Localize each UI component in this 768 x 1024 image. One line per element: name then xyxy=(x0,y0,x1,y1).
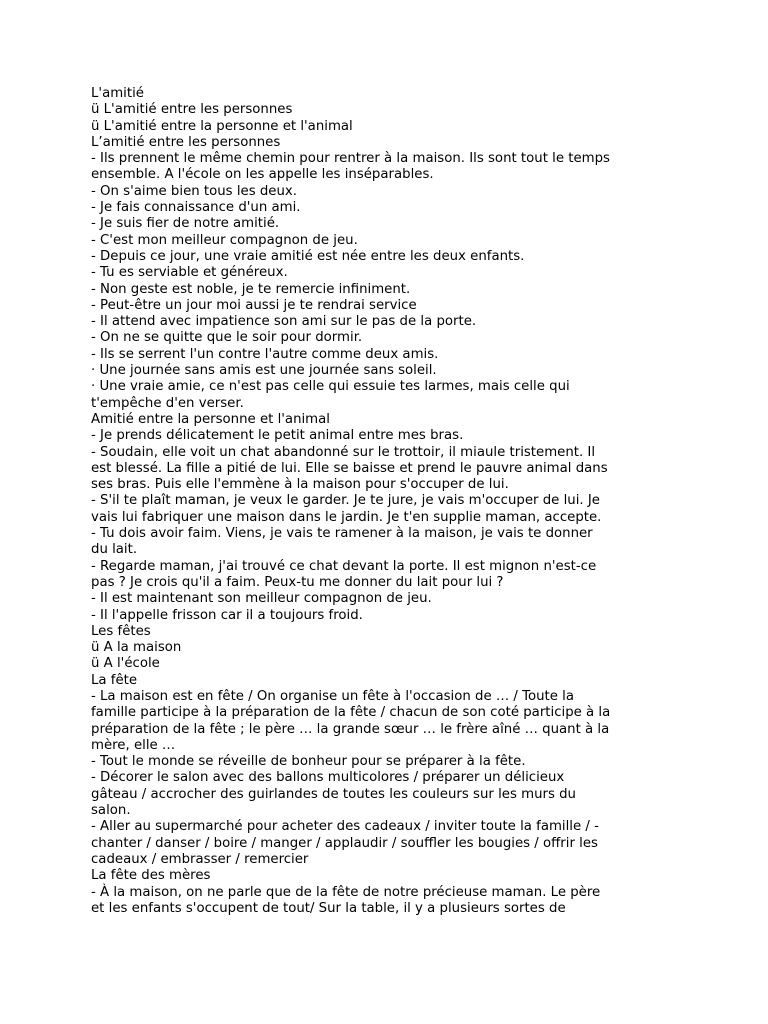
text-line: - Décorer le salon avec des ballons multicolores / préparer un délicieux xyxy=(91,770,565,786)
text-line: - Ils se serrent l'un contre l'autre comme deux amis. xyxy=(91,346,439,362)
text-line: La fête des mères xyxy=(91,868,211,884)
text-line: - Ils prennent le même chemin pour rentrer à la maison. Ils sont tout le temps xyxy=(91,151,610,167)
text-line: - S'il te plaît maman, je veux le garder. Je te jure, je vais m'occuper de lui. Je xyxy=(91,493,600,509)
text-line: Les fêtes xyxy=(91,623,151,639)
text-line: - Tu dois avoir faim. Viens, je vais te ramener à la maison, je vais te donner xyxy=(91,526,593,542)
text-line: - Il attend avec impatience son ami sur le pas de la porte. xyxy=(91,314,477,330)
text-line: - On s'aime bien tous les deux. xyxy=(91,183,298,199)
text-line: famille participe à la préparation de la fête / chacun de son coté participe à la xyxy=(91,705,611,721)
text-line: - Tout le monde se réveille de bonheur pour se préparer à la fête. xyxy=(91,754,526,770)
text-line: du lait. xyxy=(91,542,138,558)
text-line: - Soudain, elle voit un chat abandonné sur le trottoir, il miaule tristement. Il xyxy=(91,444,596,460)
text-line: ü L'amitié entre les personnes xyxy=(91,102,293,118)
text-line: vais lui fabriquer une maison dans le jardin. Je t'en supplie maman, accepte. xyxy=(91,509,602,525)
text-line: · Une vraie amie, ce n'est pas celle qui essuie tes larmes, mais celle qui xyxy=(91,379,570,395)
text-line: mère, elle … xyxy=(91,737,176,753)
text-line: - C'est mon meilleur compagnon de jeu. xyxy=(91,232,358,248)
text-line: La fête xyxy=(91,672,138,688)
text-line: chanter / danser / boire / manger / applaudir / souffler les bougies / offrir les xyxy=(91,835,598,851)
text-line: est blessé. La fille a pitié de lui. Elle se baisse et prend le pauvre animal dans xyxy=(91,460,608,476)
text-line: - La maison est en fête / On organise un fête à l'occasion de … / Toute la xyxy=(91,688,574,704)
text-line: préparation de la fête ; le père … la grande sœur … le frère aîné … quant à la xyxy=(91,721,610,737)
text-line: ses bras. Puis elle l'emmène à la maison pour s'occuper de lui. xyxy=(91,477,509,493)
text-line: - On ne se quitte que le soir pour dormir. xyxy=(91,330,363,346)
text-line: L’amitié entre les personnes xyxy=(91,134,281,150)
text-line: - Je prends délicatement le petit animal entre mes bras. xyxy=(91,428,464,444)
text-line: - Je fais connaissance d'un ami. xyxy=(91,200,301,216)
text-line: ü A la maison xyxy=(91,640,182,656)
text-line: pas ? Je crois qu'il a faim. Peux-tu me donner du lait pour lui ? xyxy=(91,574,504,590)
text-line: - Aller au supermarché pour acheter des cadeaux / inviter toute la famille / - xyxy=(91,819,599,835)
document-body xyxy=(91,86,691,917)
text-line: Amitié entre la personne et l'animal xyxy=(91,411,330,427)
text-line: - Tu es serviable et généreux. xyxy=(91,265,288,281)
text-line: - Je suis fier de notre amitié. xyxy=(91,216,280,232)
text-line: - Il l'appelle frisson car il a toujours froid. xyxy=(91,607,363,623)
text-line: - Non geste est noble, je te remercie infiniment. xyxy=(91,281,411,297)
text-line: salon. xyxy=(91,803,131,819)
text-line: - Peut-être un jour moi aussi je te rendrai service xyxy=(91,297,417,313)
text-line: et les enfants s'occupent de tout/ Sur la table, il y a plusieurs sortes de xyxy=(91,900,566,916)
text-line: cadeaux / embrasser / remercier xyxy=(91,851,309,867)
text-line: L'amitié xyxy=(91,86,144,101)
text-line: - Il est maintenant son meilleur compagnon de jeu. xyxy=(91,591,432,607)
text-line: ü L'amitié entre la personne et l'animal xyxy=(91,118,353,134)
text-line: gâteau / accrocher des guirlandes de toutes les couleurs sur les murs du xyxy=(91,786,576,802)
text-line: ensemble. A l'école on les appelle les inséparables. xyxy=(91,167,434,183)
text-line: - Regarde maman, j'ai trouvé ce chat devant la porte. Il est mignon n'est-ce xyxy=(91,558,597,574)
text-line: t'empêche d'en verser. xyxy=(91,395,244,411)
text-line: · Une journée sans amis est une journée sans soleil. xyxy=(91,363,437,379)
text-line: - Depuis ce jour, une vraie amitié est née entre les deux enfants. xyxy=(91,248,525,264)
text-line: ü A l'école xyxy=(91,656,160,672)
text-line: - À la maison, on ne parle que de la fête de notre précieuse maman. Le père xyxy=(91,884,601,900)
